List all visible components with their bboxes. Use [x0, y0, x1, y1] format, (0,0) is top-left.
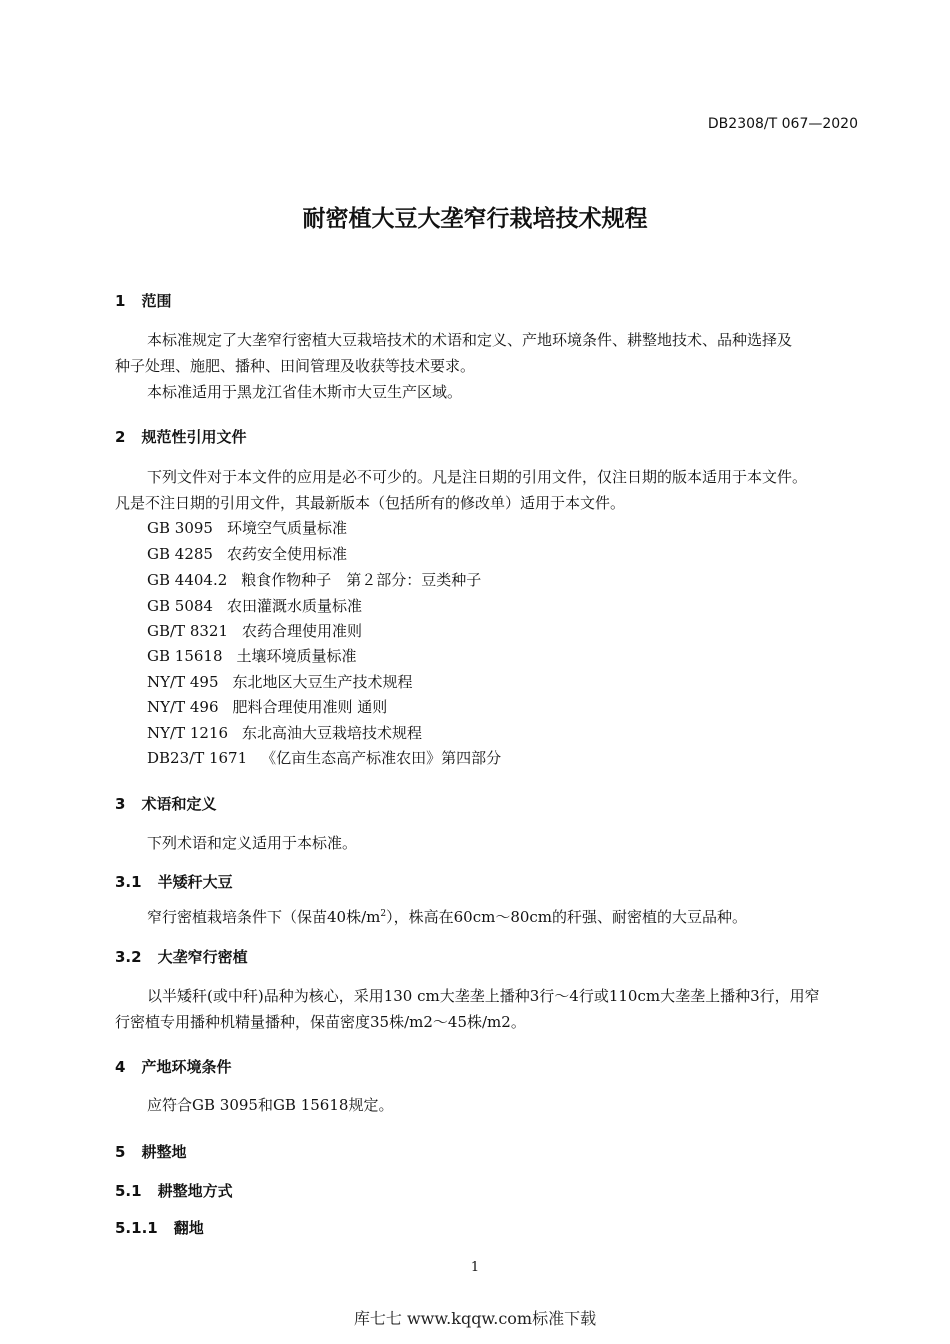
reference-name: 东北地区大豆生产技术规程 [232, 673, 413, 691]
subsection-5-1-1-heading [115, 1217, 204, 1238]
section-title: 术语和定义 [141, 795, 217, 813]
section-2-heading [115, 426, 246, 447]
document-code: DB2308/T 067—2020 [707, 116, 858, 132]
subsection-3-1-heading [115, 871, 233, 892]
section-title: 翻地 [173, 1219, 204, 1237]
reference-name: 农药安全使用标准 [226, 545, 347, 563]
sec2-para-line2: 凡是不注日期的引用文件，其最新版本（包括所有的修改单）适用于本文件。 [115, 494, 626, 512]
section-4-heading [115, 1056, 231, 1077]
reference-name: 农药合理使用准则 [242, 622, 363, 640]
section-number: 5 [115, 1143, 126, 1161]
subsection-5-1-heading [115, 1180, 233, 1201]
section-title: 规范性引用文件 [141, 428, 247, 446]
section-title: 产地环境条件 [141, 1058, 232, 1076]
superscript: 2 [380, 909, 387, 919]
page-number: 1 [470, 1260, 480, 1275]
reference-name: 粮食作物种子 第２部分：豆类种子 [241, 571, 482, 589]
definition-text: ），株高在60cm～80cm的秆强、耐密植的大豆品种。 [386, 908, 748, 926]
reference-item [147, 569, 481, 590]
section-number: 5.1.1 [115, 1219, 158, 1237]
reference-name: 土壤环境质量标准 [236, 647, 357, 665]
section-number: 3.2 [115, 948, 142, 966]
sec4-para: 应符合GB 3095和GB 15618规定。 [147, 1096, 394, 1114]
reference-item [147, 620, 362, 641]
section-3-heading [115, 793, 216, 814]
section-title: 大垄窄行密植 [157, 948, 248, 966]
section-title: 半矮秆大豆 [157, 873, 233, 891]
definition-text: 窄行密植栽培条件下（保苗40株/m [147, 908, 381, 926]
reference-item [147, 747, 501, 768]
reference-code: NY/T 1216 [147, 724, 229, 742]
reference-code: GB 3095 [147, 519, 213, 537]
reference-code: GB 4404.2 [147, 571, 228, 589]
reference-code: GB 15618 [147, 647, 223, 665]
sec3-2-line1: 以半矮秆(或中秆)品种为核心，采用130 cm大垄垄上播种3行～4行或110cm大垄垄上播种3行，用窄 [147, 987, 820, 1005]
section-number: 3.1 [115, 873, 142, 891]
reference-code: DB23/T 1671 [147, 749, 248, 767]
reference-item [147, 645, 357, 666]
section-title: 耕整地方式 [157, 1182, 233, 1200]
section-number: 1 [115, 292, 126, 310]
reference-item [147, 595, 362, 616]
section-number: 2 [115, 428, 126, 446]
sec3-para: 下列术语和定义适用于本标准。 [147, 834, 358, 852]
reference-code: GB 4285 [147, 545, 213, 563]
reference-code: GB/T 8321 [147, 622, 229, 640]
page-title: 耐密植大豆大垄窄行栽培技术规程 [302, 206, 648, 232]
section-5-heading [115, 1141, 186, 1162]
sec1-para2: 本标准适用于黑龙江省佳木斯市大豆生产区域。 [147, 383, 463, 401]
reference-item [147, 517, 347, 538]
reference-code: GB 5084 [147, 597, 213, 615]
section-title: 耕整地 [141, 1143, 187, 1161]
section-1-heading [115, 290, 171, 311]
reference-name: 环境空气质量标准 [226, 519, 347, 537]
sec1-para1-line1: 本标准规定了大垄窄行密植大豆栽培技术的术语和定义、产地环境条件、耕整地技术、品种选择及 [147, 331, 793, 349]
reference-item [147, 722, 422, 743]
reference-item [147, 543, 347, 564]
sec3-1-definition [147, 906, 747, 927]
reference-name: 肥料合理使用准则 通则 [232, 698, 388, 716]
subsection-3-2-heading [115, 946, 248, 967]
sec2-para-line1: 下列文件对于本文件的应用是必不可少的。凡是注日期的引用文件，仅注日期的版本适用于本文件。 [147, 468, 808, 486]
reference-code: NY/T 495 [147, 673, 219, 691]
section-number: 3 [115, 795, 126, 813]
footer-watermark: 库七七 www.kqqw.com标准下载 [353, 1309, 597, 1328]
section-title: 范围 [141, 292, 172, 310]
reference-code: NY/T 496 [147, 698, 219, 716]
sec3-2-line2: 行密植专用播种机精量播种，保苗密度35株/m2～45株/m2。 [115, 1013, 526, 1031]
section-number: 4 [115, 1058, 126, 1076]
reference-name: 《亿亩生态高产标准农田》第四部分 [261, 749, 502, 767]
reference-name: 东北高油大豆栽培技术规程 [242, 724, 423, 742]
sec1-para1-line2: 种子处理、施肥、播种、田间管理及收获等技术要求。 [115, 357, 476, 375]
reference-name: 农田灌溉水质量标准 [226, 597, 362, 615]
section-number: 5.1 [115, 1182, 142, 1200]
reference-item [147, 671, 413, 692]
reference-item [147, 696, 387, 717]
